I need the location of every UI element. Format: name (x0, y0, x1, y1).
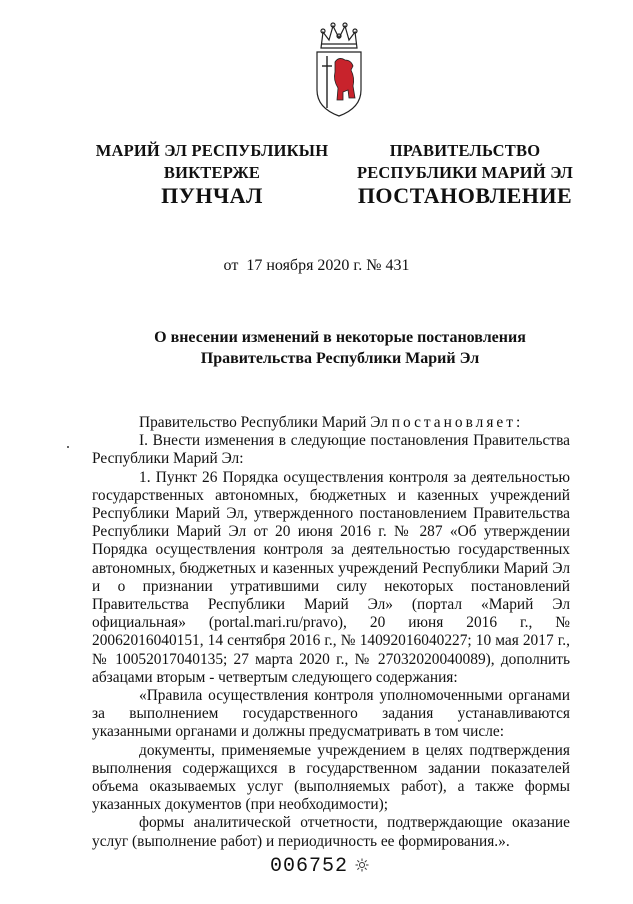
body-paragraph-3: «Правила осуществления контроля уполномоченными органами за выполнением государственного задания устанавливаются указанными органами и должны предусматривать в том числе: (92, 687, 570, 741)
body-paragraph-1: I. Внести изменения в следующие постановления Правительства Республики Марий Эл: (92, 432, 570, 468)
crown-icon (321, 23, 357, 48)
document-type-mari: ПУНЧАЛ (161, 183, 263, 208)
coat-of-arms-emblem (313, 20, 365, 120)
issuer-name-russian-line2: РЕСПУБЛИКИ МАРИЙ ЭЛ (356, 163, 574, 182)
serial-number: 006752 (270, 855, 349, 878)
body-paragraph-4: документы, применяемые учреждением в целях подтверждения выполнения содержащихся в государственном задании показателей объема оказываемых услуг (выполняемых работ), а также формы указанных документов (при необходимости); (92, 741, 570, 814)
body-paragraph-2: 1. Пункт 26 Порядка осуществления контроля за деятельностью государственных автономных, бюджетных и казенных учреждений Республики Марий Эл, утвержденного постановлением Правительства Республики Марий Эл от 20 июня 2016 г. № 287 «Об утверждении Порядка осуществления контроля за деятельностью государственных автономных, бюджетных и казенных учреждений Республики Марий Эл и о признании утратившими силу некоторых постановлений Правительства Республики Марий Эл» (портал «Марий Эл официальная» (portal.mari.ru/pravo), 20 июня 2016 г., № 20062016040151, 14 сентября 2016 г., № 14092016040227; 10 мая 2017 г., № 10052017040135; 27 марта 2020 г., № 27032020040089), дополнить абзацами вторым - четвертым следующего содержания: (92, 468, 570, 686)
document-title-line1: О внесении изменений в некоторые постановления (154, 329, 526, 346)
document-body (92, 414, 570, 851)
body-paragraph-5: формы аналитической отчетности, подтверждающие оказание услуг (выполнение работ) и периодичность ее формирования.». (92, 814, 570, 850)
issuer-name-russian-line1: ПРАВИТЕЛЬСТВО (389, 141, 541, 160)
document-date-number: от 17 ноября 2020 г. № 431 (223, 257, 410, 274)
body-intro-resolves: постановляет: (391, 414, 524, 431)
issuer-name-mari (92, 140, 332, 184)
issuer-name-mari-line1: МАРИЙ ЭЛ РЕСПУБЛИКЫН (95, 141, 329, 160)
issuer-name-russian (345, 140, 585, 184)
issuer-name-mari-line2: ВИКТЕРЖЕ (163, 163, 261, 182)
scan-speck (67, 446, 69, 448)
body-intro (92, 414, 570, 432)
body-intro-lead: Правительство Республики Марий Эл (139, 414, 392, 431)
document-title (100, 327, 580, 369)
document-title-line2: Правительства Республики Марий Эл (200, 350, 480, 367)
rosette-icon (355, 858, 369, 872)
document-type-russian: ПОСТАНОВЛЕНИЕ (357, 183, 573, 208)
